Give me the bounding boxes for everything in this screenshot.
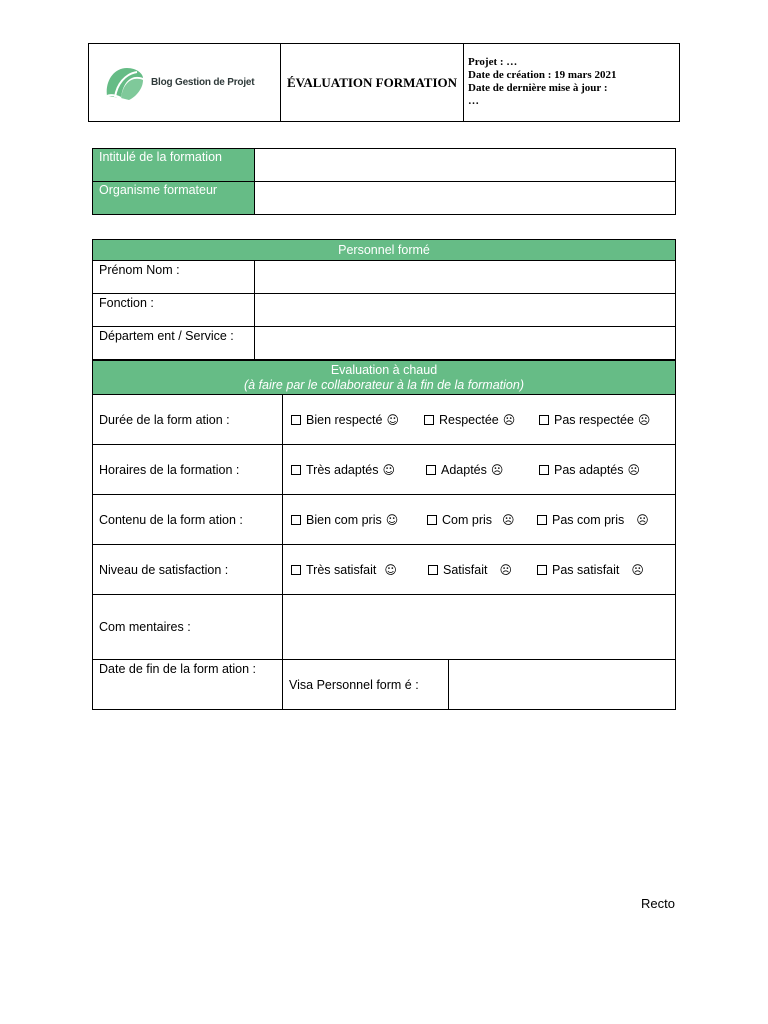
department-label-cell <box>93 327 255 360</box>
visa-field[interactable] <box>449 660 676 710</box>
option-tres-adaptes[interactable] <box>291 463 395 477</box>
frown-icon: ☹ <box>637 412 651 427</box>
frown-icon: ☹ <box>631 562 644 577</box>
checkbox[interactable] <box>291 515 301 525</box>
option-adaptes[interactable] <box>426 463 503 477</box>
option-label: Pas com pris <box>552 512 625 527</box>
frown-icon: ☹ <box>636 512 649 527</box>
option-label: Très satisfait <box>306 562 377 577</box>
training-org-label-cell <box>93 182 255 215</box>
checkbox[interactable] <box>291 465 301 475</box>
option-compris[interactable] <box>427 513 515 527</box>
question-row <box>93 545 676 595</box>
question-row <box>93 395 676 445</box>
checkbox[interactable] <box>424 415 434 425</box>
checkbox[interactable] <box>537 565 547 575</box>
department-field[interactable] <box>255 327 676 360</box>
checkbox[interactable] <box>539 465 549 475</box>
project-line: Projet : … <box>468 56 518 68</box>
options-cell <box>283 445 676 495</box>
question-label: Horaires de la formation : <box>99 462 240 477</box>
option-label: Pas satisfait <box>552 562 620 577</box>
end-date-label: Date de fin de la form ation : <box>99 662 257 676</box>
personnel-header-text: Personnel formé <box>338 243 430 257</box>
department-label: Départem ent / Service : <box>99 329 234 343</box>
smile-icon: ☺ <box>382 462 396 477</box>
options-cell <box>283 395 676 445</box>
option-pas-compris[interactable] <box>537 513 649 527</box>
question-row <box>93 495 676 545</box>
training-org-field[interactable] <box>255 182 676 215</box>
logo-text: Blog Gestion de Projet <box>151 77 255 88</box>
question-label: Contenu de la form ation : <box>99 512 243 527</box>
checkbox[interactable] <box>537 515 547 525</box>
function-label-cell <box>93 294 255 327</box>
question-row <box>93 445 676 495</box>
visa-label: Visa Personnel form é : <box>289 677 419 692</box>
update-date-line: Date de dernière mise à jour : <box>468 82 608 94</box>
name-field[interactable] <box>255 261 676 294</box>
training-org-label: Organisme formateur <box>99 183 218 197</box>
option-bien-compris[interactable] <box>291 513 398 527</box>
creation-date-line: Date de création : 19 mars 2021 <box>468 69 617 81</box>
checkbox[interactable] <box>291 565 301 575</box>
question-label-cell <box>93 495 283 545</box>
option-label: Satisfait <box>443 562 488 577</box>
option-pas-satisfait[interactable] <box>537 563 644 577</box>
option-label: Bien respecté <box>306 412 383 427</box>
evaluation-subheader: (à faire par le collaborateur à la fin de la formation) <box>243 377 524 392</box>
name-label: Prénom Nom : <box>99 263 180 277</box>
question-label: Niveau de satisfaction : <box>99 562 229 577</box>
checkbox[interactable] <box>291 415 301 425</box>
question-label-cell <box>93 545 283 595</box>
logo-cell <box>89 44 281 122</box>
training-title-label: Intitulé de la formation <box>99 150 222 164</box>
checkbox[interactable] <box>426 465 436 475</box>
option-tres-satisfait[interactable] <box>291 563 397 577</box>
option-respectee[interactable] <box>424 413 515 427</box>
end-date-cell[interactable] <box>93 660 283 710</box>
option-label: Très adaptés <box>306 462 379 477</box>
recto-label: Recto <box>641 896 675 911</box>
option-label: Pas respectée <box>554 412 634 427</box>
options-cell <box>283 495 676 545</box>
option-label: Pas adaptés <box>554 462 624 477</box>
option-label: Respectée <box>439 412 499 427</box>
option-pas-respectee[interactable] <box>539 413 650 427</box>
comments-label-cell <box>93 595 283 660</box>
options-cell <box>283 545 676 595</box>
checkbox[interactable] <box>428 565 438 575</box>
title-cell <box>281 44 464 122</box>
checkbox[interactable] <box>539 415 549 425</box>
document-header <box>88 43 680 122</box>
function-field[interactable] <box>255 294 676 327</box>
neutral-face-icon: ☹ <box>502 412 516 427</box>
comments-field[interactable] <box>283 595 676 660</box>
option-label: Adaptés <box>441 462 487 477</box>
name-label-cell <box>93 261 255 294</box>
page-title: ÉVALUATION FORMATION <box>286 74 458 90</box>
smile-icon: ☺ <box>385 512 399 527</box>
question-label-cell <box>93 395 283 445</box>
neutral-face-icon: ☹ <box>490 462 504 477</box>
question-label: Durée de la form ation : <box>99 412 230 427</box>
checkbox[interactable] <box>427 515 437 525</box>
neutral-face-icon: ☹ <box>502 512 515 527</box>
smile-icon: ☺ <box>384 562 397 577</box>
question-label-cell <box>93 445 283 495</box>
visa-label-cell <box>283 660 449 710</box>
option-bien-respecte[interactable] <box>291 413 399 427</box>
personnel-table <box>92 239 676 360</box>
personnel-header <box>93 240 676 261</box>
option-label: Bien com pris <box>306 512 382 527</box>
option-satisfait[interactable] <box>428 563 512 577</box>
logo-icon <box>103 64 145 102</box>
update-date-value: … <box>468 95 479 107</box>
option-pas-adaptes[interactable] <box>539 463 640 477</box>
neutral-face-icon: ☹ <box>499 562 512 577</box>
info-cell <box>464 44 680 122</box>
training-table <box>92 148 676 215</box>
evaluation-table <box>92 360 676 710</box>
frown-icon: ☹ <box>627 462 641 477</box>
training-title-label-cell <box>93 149 255 182</box>
training-title-field[interactable] <box>255 149 676 182</box>
comments-label: Com mentaires : <box>99 620 191 634</box>
function-label: Fonction : <box>99 296 154 310</box>
evaluation-header <box>93 361 676 395</box>
smile-icon: ☺ <box>386 412 399 427</box>
option-label: Com pris <box>442 512 493 527</box>
evaluation-header-text: Evaluation à chaud <box>330 362 438 377</box>
